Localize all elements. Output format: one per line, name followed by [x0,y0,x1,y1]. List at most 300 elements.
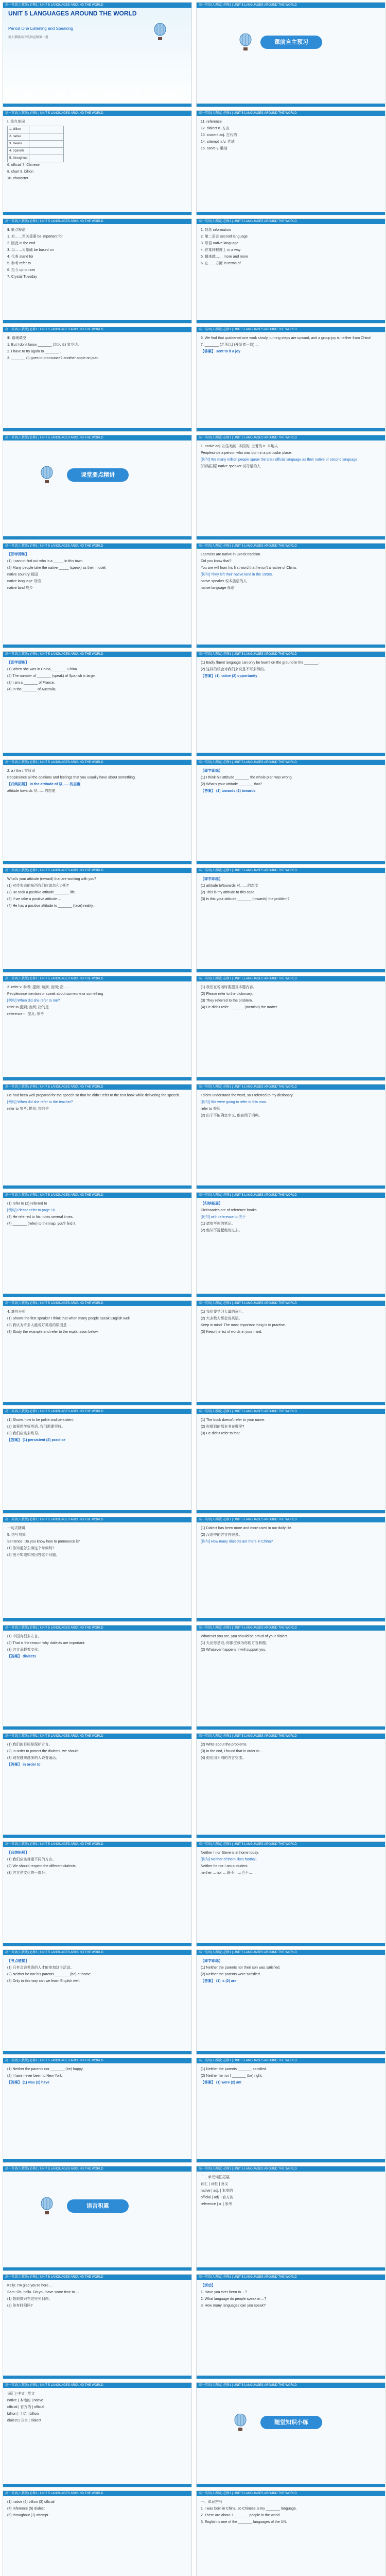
slide-line: (3) Is this your attitude _______ (towards) the problem? [201,897,290,901]
slide-line: 【答案】 (1) is (2) are [201,1979,237,1983]
slide-line: (1) The book doesn't refer to your name. [201,1418,265,1422]
slide-line: native | 本地的 | native [7,2399,43,2402]
slide-footer [3,2159,191,2162]
slide-line: 7. Crystal Tuesday [7,275,37,279]
slide-body [201,768,381,859]
slide-body [7,119,187,210]
slide-line: 1. native adj. 出生地的; 本国的; 土著的 n. 本地人 [201,445,278,448]
slide-line: (1) refer to (2) referred to [7,1202,47,1206]
slide-line: What's your attitude (reward) that are working with you? [7,877,96,881]
slide-line: (1) Shows the first speaker I think that when many people speak English well ... [7,1317,134,1320]
slide-line: 【答案】(1) native (2) opportunity [201,674,258,678]
slide-header: 高一英语(人教版) 必修1 | UNIT 5 LANGUAGES AROUND THE WORLD [3,327,191,332]
slide-line: (2) 这样的机会对我们来说是不可多得的。 [201,668,268,671]
slide-header: 高一英语(人教版) 必修1 | UNIT 5 LANGUAGES AROUND THE WORLD [3,111,191,116]
slide-line: 11. reference [201,120,222,124]
slide-line: 【归纳拓展】 in the attitude of 以……的态度 [7,783,81,786]
slide-18[interactable] [196,868,385,973]
slide-footer [3,2376,191,2379]
slide-7[interactable] [3,327,192,432]
slide-footer [197,1402,385,1405]
slide-line: 【即学即练】 [201,877,222,881]
cover-note: 新人教版高中英语必修第一册 [8,36,49,39]
slide-line: (2) We should respect the different dialects. [7,1865,77,1868]
slide-line: (2) 你提到的那本书在哪里? [201,1425,244,1429]
slide-header: 高一英语(人教版) 必修1 | UNIT 5 LANGUAGES AROUND THE WORLD [197,327,385,332]
slide-line: 2. What language do people speak in ...? [201,2297,267,2301]
slide-line: native land 故乡 [7,586,33,590]
slide-line: (1) Neither the parents _______ satisfied. [201,2067,267,2071]
slide-line: 8. chart 9. billion [7,170,33,174]
slide-footer [197,645,385,648]
slide-28[interactable] [196,1409,385,1514]
slide-line: [归纳拓展] native speaker 说母语的人 [201,465,261,468]
slide-line: (1) Shows how to be polite and persistent. [7,1418,75,1422]
slide-31[interactable] [3,1625,192,1730]
slide-12[interactable] [196,543,385,648]
slide-34[interactable] [196,1733,385,1838]
slide-line: 3. 母语 native language [201,242,239,245]
slide-23[interactable] [3,1192,192,1297]
table-cell-blank [29,126,64,133]
slide-line: Keep in mind: The most important thing is to practise. [201,1324,286,1327]
slide-32[interactable] [196,1625,385,1730]
slide-body [7,1417,187,1508]
slide-17[interactable] [3,868,192,973]
slide-46[interactable] [196,2382,385,2487]
slide-body [201,1634,381,1724]
slide-header: 高一英语(人教版) 必修1 | UNIT 5 LANGUAGES AROUND THE WORLD [197,976,385,981]
slide-footer [197,2376,385,2379]
slide-line: (1) attitude to/towards 对……的态度 [201,884,258,888]
slide-header: 高一英语(人教版) 必修1 | UNIT 5 LANGUAGES AROUND THE WORLD [3,2275,191,2280]
slide-body [201,2175,381,2265]
slide-line: native | adj. | 本地的 [201,2189,233,2193]
slide-line: refer to 查阅 [201,1107,221,1111]
slide-footer [197,1077,385,1080]
slide-header: 高一英语(人教版) 必修1 | UNIT 5 LANGUAGES AROUND THE WORLD [3,2166,191,2172]
slide-footer [197,212,385,215]
slide-line: 1. 信息 information [201,228,231,232]
slide-body [201,1742,381,1833]
slide-line: (1) I think his attitude _______ the whole plan was wrong. [201,776,293,779]
slide-line: (3) 方言承载着文化。 [7,1648,42,1652]
slide-44[interactable] [196,2274,385,2379]
slide-line: 【答案】 in order to [7,1763,41,1767]
slide-27[interactable] [3,1409,192,1514]
slide-header: 高一英语(人教版) 必修1 | UNIT 5 LANGUAGES AROUND THE WORLD [3,3,191,8]
slide-footer [3,1618,191,1621]
slide-41[interactable] [3,2166,192,2271]
slide-line: 4. 在某种程度上 in a way [201,248,241,252]
cover-title: UNIT 5 LANGUAGES AROUND THE WORLD [8,10,137,17]
slide-line: (3) Keep the list of words in your mind. [201,1330,262,1334]
slide-line: 3. _______ (I) goes to pronounce? another apple on plan. [7,357,100,360]
slide-10[interactable] [196,435,385,540]
slide-line: (3) Only in this way can we learn English well. [7,1979,81,1983]
slide-line: 1. 对……至关重要 be important for [7,235,63,239]
slide-line: 3. 以……为基础 be based on [7,248,54,252]
slide-header: 高一英语(人教版) 必修1 | UNIT 5 LANGUAGES AROUND THE WORLD [197,2491,385,2496]
slide-footer [3,1726,191,1730]
slide-footer [197,1185,385,1189]
slide-body [7,876,187,967]
slide-body [7,2066,187,2157]
slide-header: 高一英语(人教版) 必修1 | UNIT 5 LANGUAGES AROUND THE WORLD [3,435,191,440]
slide-body [7,1093,187,1183]
slide-body [7,335,187,426]
slide-line: (2) He took a positive attitude _______ life. [7,891,76,894]
slide-header: 高一英语(人教版) 必修1 | UNIT 5 LANGUAGES AROUND THE WORLD [3,1301,191,1306]
slide-header: 高一英语(人教版) 必修1 | UNIT 5 LANGUAGES AROUND THE WORLD [3,1842,191,1847]
slide-body [7,2499,187,2576]
slide-footer [3,1185,191,1189]
slide-line: 【即学即练】 [7,661,29,665]
slide-body [201,1850,381,1941]
slide-line: Did you know that? [201,560,232,563]
slide-footer [197,536,385,539]
slide-line: Ⅰ. 重点单词 [7,120,25,124]
slide-line: (2) Write about the problems. [201,1743,248,1747]
slide-line: reference | n. | 参考 [201,2202,232,2206]
slide-line: 一、单词拼写 [201,2500,222,2504]
slide-footer [3,2051,191,2054]
slide-line: [例句] with reference to 关于 [201,1215,246,1219]
slide-line: (2) This is my attitude to this case. [201,891,256,894]
slide-line: (2) Neither he nor I _______ (be) right. [201,2074,262,2078]
slide-line: (3) They referred to the problem. [201,999,253,1003]
slide-body [201,119,381,210]
slide-line: 5. 参考 refer to [7,262,31,265]
slide-header: 高一英语(人教版) 必修1 | UNIT 5 LANGUAGES AROUND THE WORLD [3,868,191,873]
slide-footer [3,1402,191,1405]
slide-line: (1) 我们要学习大量的词汇。 [201,1310,246,1314]
slide-footer [197,1726,385,1730]
slide-8[interactable] [196,327,385,432]
slide-line: 2. 第二语言 second language [201,235,248,239]
slide-line: dialect | 方言 | dialect [7,2419,41,2422]
slide-24[interactable] [196,1192,385,1297]
slide-footer [3,1835,191,1838]
slide-header: 高一英语(人教版) 必修1 | UNIT 5 LANGUAGES AROUND THE WORLD [197,1301,385,1306]
slide-39[interactable] [3,2058,192,2163]
slide-body [201,1417,381,1508]
section-banner: 语言积累 [67,2199,129,2213]
slide-line: [例句] We were going to refer to this man. [201,1100,267,1104]
slide-line: (1) native (2) billion (3) official [7,2500,55,2504]
slide-line: 【答案】 (1) were (2) am [201,2081,241,2084]
balloon-icon [152,23,168,41]
slide-header: 高一英语(人教版) 必修1 | UNIT 5 LANGUAGES AROUND THE WORLD [197,219,385,224]
slide-45[interactable] [3,2382,192,2487]
slide-line: native language 母语 [201,586,235,590]
slide-line: (4) reference (5) dialect [7,2507,45,2511]
slide-body [201,1309,381,1400]
slide-30[interactable] [196,1517,385,1622]
slide-line: native speaker 说本族语的人 [201,580,247,583]
table-cell: 2. native [8,133,29,141]
slide-body [7,1634,187,1724]
slide-line: native language 母语 [7,580,41,583]
slide-line: (2) Neither the parents were satisfied ... [201,1973,264,1976]
slide-line: 【即学即练】 [201,769,222,773]
slide-43[interactable] [3,2274,192,2379]
slide-14[interactable] [196,651,385,756]
slide-line: 3. How many languages can you speak? [201,2304,266,2308]
slide-body [201,660,381,751]
slide-line: [例句] Neither of them likes football. [201,1858,258,1861]
slide-footer [197,104,385,107]
slide-body [7,660,187,751]
table-cell-blank [29,141,64,148]
slide-line: 【归纳拓展】 [7,1851,29,1855]
slide-35[interactable] [3,1841,192,1946]
slide-footer [197,1835,385,1838]
slide-header: 高一英语(人教版) 必修1 | UNIT 5 LANGUAGES AROUND THE WORLD [197,868,385,873]
slide-header: 高一英语(人教版) 必修1 | UNIT 5 LANGUAGES AROUND THE WORLD [197,2166,385,2172]
slide-4[interactable] [196,110,385,215]
slide-line: 12. dialect n. 方言 [201,127,230,130]
slide-line: (3) He didn't refer to that. [201,1432,241,1435]
slide-line: (1) Dialect has been more and more used in our daily life. [201,1527,292,1530]
slide-line: (1) Neither the parents nor _______ (be) happy. [7,2067,84,2071]
slide-16[interactable] [196,759,385,865]
slide-line: 二、单元词汇拓展 [201,2176,230,2179]
slide-line: (1) Badly fluent language can only be learnt on the ground in the _______ . [201,661,321,665]
slide-footer [197,1618,385,1621]
slide-line: (3) 现在越来越多的人说普通话。 [7,1756,60,1760]
slide-body [7,227,187,318]
slide-footer [3,1077,191,1080]
slide-line: (2) 如果想学好英语, 我们需要坚持。 [7,1425,65,1429]
slide-line: (2) 汉语中的方言有很多。 [201,1533,242,1537]
slide-line: (1) 无论你是谁, 你都应该为你的方言骄傲。 [201,1641,270,1645]
slide-line: (2) The number of _______ (speak) of Spanish is large. [7,674,96,678]
slide-header: 高一英语(人教版) 必修1 | UNIT 5 LANGUAGES AROUND THE WORLD [3,1950,191,1955]
slide-line: (3) I am a _______ of France. [7,681,55,685]
slide-line: (2) 他不知道如何回答这个问题。 [7,1553,60,1557]
slide-line: He had been well prepared for the speech so that he didn't refer to the text book while delivering the speech. [7,1094,180,1097]
slide-line: (4) 他们用不同的方言交流。 [201,1756,246,1760]
slide-line: refer to 参考; 提到; 指的是 [7,1107,49,1111]
slide-line: [例句] When did she refer to me? [7,999,60,1003]
slide-header: 高一英语(人教版) 必修1 | UNIT 5 LANGUAGES AROUND THE WORLD [197,2275,385,2280]
slide-5[interactable] [3,218,192,324]
slide-line: Peoplesince all the opinions and feelings that you usually have about something. [7,776,136,779]
slide-line: 5. 越来越…… more and more [201,255,249,259]
slide-line: 2. 因此 in the end [7,242,36,245]
slide-body [201,2066,381,2157]
slide-line: 【活动】 [201,2284,215,2287]
slide-line: Sam: Oh, hello. Do you have some time to ... [7,2291,79,2294]
slide-21[interactable] [3,1084,192,1189]
table-cell-blank [29,148,64,155]
slide-15[interactable] [3,759,192,865]
slide-40[interactable] [196,2058,385,2163]
table-cell: 4. Spanish [8,148,29,155]
slide-body [201,876,381,967]
table-cell: 5. throughout [8,155,29,162]
slide-footer [197,428,385,431]
slide-header: 高一英语(人教版) 必修1 | UNIT 5 LANGUAGES AROUND THE WORLD [3,544,191,549]
slide-line: Whatever you are, you should be proud of your dialect. [201,1635,289,1638]
slide-header: 高一英语(人教版) 必修1 | UNIT 5 LANGUAGES AROUND THE WORLD [197,1517,385,1522]
slide-footer [3,1943,191,1946]
slide-body [201,1526,381,1616]
slide-footer [197,1294,385,1297]
slide-header: 高一英语(人教版) 必修1 | UNIT 5 LANGUAGES AROUND THE WORLD [3,1084,191,1090]
slide-38[interactable] [196,1950,385,2055]
slide-line: (1) 我很高兴在这里见到你。 [7,2297,52,2301]
slide-line: 4. 难句分析 [7,1310,26,1314]
slide-header: 高一英语(人教版) 必修1 | UNIT 5 LANGUAGES AROUND THE WORLD [197,2058,385,2063]
slide-body [201,552,381,642]
slide-footer [3,212,191,215]
slide-footer [197,2159,385,2162]
slide-line: (2) Many people take the native _____ (speak) as their model. [7,566,107,570]
slide-25[interactable] [3,1300,192,1405]
slide-line: (2) What's your attitude _______ that? [201,783,262,786]
slide-line: 【归纳拓展】 [201,1202,222,1206]
slide-line: (2) 由于不能确定字义, 他查阅了词典。 [201,1114,262,1117]
slide-line: 6. 在……方面 in terms of [201,262,241,265]
slide-3[interactable] [3,110,192,215]
slide-line: Peoplesince mention or speak about someone or something [7,992,103,996]
slide-line: refer to 提到; 查阅; 指的是 [7,1006,49,1009]
slide-29[interactable] [3,1517,192,1622]
slide-footer [197,2267,385,2270]
slide-line: Neither I nor Steve is at home today. [201,1851,259,1855]
slide-footer [197,969,385,972]
table-cell: 1. billion [8,126,29,133]
slide-line: 3. English is one of the _______ languages of the UN. [201,2520,287,2524]
slide-header: 高一英语(人教版) 必修1 | UNIT 5 LANGUAGES AROUND THE WORLD [3,1409,191,1414]
slide-line: (2) 他从不提起他的过去。 [201,1229,242,1232]
slide-line: 3. refer v. 参考; 提到; 谈到; 查阅; 指…… [7,986,71,989]
slide-body [201,227,381,318]
slide-line: (2) 你有时间吗? [7,2304,33,2308]
slide-48[interactable] [196,2490,385,2576]
slide-line: Ⅲ. 语境填空 [7,336,26,340]
balloon-icon [233,2414,248,2431]
slide-body [201,2283,381,2374]
slide-body [7,2391,187,2482]
slide-line: (3) Study the example and refer to the explanation below. [7,1330,99,1334]
slide-line: 【答案】 (1) towards (2) towards [201,789,256,793]
slide-line: 13. ancient adj. 古代的 [201,133,237,137]
slide-line: 6. 至今 up to now [7,268,36,272]
slide-body [201,1093,381,1183]
slide-header: 高一英语(人教版) 必修1 | UNIT 5 LANGUAGES AROUND THE WORLD [3,652,191,657]
slide-line: reference n. 提及; 参考 [7,1012,44,1016]
slide-47[interactable] [3,2490,192,2576]
slide-line: (4) He has a positive attitude to _______ (face) reality. [7,904,94,908]
slide-header: 高一英语(人教版) 必修1 | UNIT 5 LANGUAGES AROUND THE WORLD [197,652,385,657]
slide-header: 高一英语(人教版) 必修1 | UNIT 5 LANGUAGES AROUND THE WORLD [197,435,385,440]
section-banner: 课堂要点精讲 [67,468,129,482]
slide-line: 一句式精讲 [7,1527,25,1530]
slide-header: 高一英语(人教版) 必修1 | UNIT 5 LANGUAGES AROUND THE WORLD [197,760,385,765]
slide-line: Sentence: Do you know how to pronounce it? [7,1540,80,1544]
slide-footer [3,969,191,972]
slide-line: (2) 我认为许多人能说好英语的原因是 ... [7,1324,71,1327]
slide-line: 4. 代表 stand for [7,255,33,259]
slide-body [7,1201,187,1292]
slide-line: I didn't understand the word, so I referred to my dictionary. [201,1094,294,1097]
slide-1[interactable] [3,2,192,107]
slide-line: 1. Have you ever been to ...? [201,2291,247,2294]
slide-header: 高一英语(人教版) 必修1 | UNIT 5 LANGUAGES AROUND THE WORLD [3,1517,191,1522]
slide-line: official | 官方的 | official [7,2405,44,2409]
slide-line: (2) That is the reason why dialects are important. [7,1641,85,1645]
slide-line: 14. attempt n./v. 尝试 [201,140,235,144]
slide-line: (2) Neither he nor his parents _______ (be) at home. [7,1973,92,1976]
slide-line: [例句] They left their native land in the 1950s. [201,573,273,577]
slide-line: 【考点链接】 [7,1959,29,1963]
slide-36[interactable] [196,1841,385,1946]
slide-11[interactable] [3,543,192,648]
slide-header: 高一英语(人教版) 必修1 | UNIT 5 LANGUAGES AROUND THE WORLD [197,1950,385,1955]
slide-line: (2) In order to protect the dialects, we should ... [7,1750,83,1753]
slide-line: (4) He didn't refer _______ (mention) the matter. [201,1006,278,1009]
slide-body [7,1526,187,1616]
slide-line: 1. But I don't know _______ (怎么说) 家乡话. [7,343,79,347]
slide-6[interactable] [196,218,385,324]
slide-22[interactable] [196,1084,385,1189]
slide-2[interactable] [196,2,385,107]
slide-footer [197,2484,385,2487]
slide-header: 高一英语(人教版) 必修1 | UNIT 5 LANGUAGES AROUND THE WORLD [197,1193,385,1198]
section-banner: 随堂知识小练 [260,2416,322,2429]
slide-footer [3,428,191,431]
slide-line: 2. I have to try again to _______ . [7,350,61,353]
slide-line: billion | 十亿 | billion [7,2412,39,2416]
slide-19[interactable] [3,976,192,1081]
slide-line: (1) Neither the parents nor their son was satisfied. [201,1966,280,1970]
slide-line: 【即学即练】 [7,553,29,556]
slide-37[interactable] [3,1950,192,2055]
slide-line: (1) When she was in China, _______ China. [7,668,78,671]
slide-line: (1) 我们在说话时要提及本题内容。 [201,986,257,989]
slide-line: attitude towards 对……的态度 [7,789,56,793]
slide-9[interactable] [3,435,192,540]
slide-line: (3) 我们应该多练习。 [7,1432,42,1435]
slide-header: 高一英语(人教版) 必修1 | UNIT 5 LANGUAGES AROUND THE WORLD [3,2058,191,2063]
slide-line: Peoplesince a person who was born in a particular place. [201,451,292,455]
slide-header: 高一英语(人教版) 必修1 | UNIT 5 LANGUAGES AROUND THE WORLD [197,544,385,549]
slide-header: 高一英语(人教版) 必修1 | UNIT 5 LANGUAGES AROUND THE WORLD [3,1734,191,1739]
slide-body [7,552,187,642]
slide-line: 词汇 | 中文 | 英文 [7,2392,35,2396]
slide-26[interactable] [196,1300,385,1405]
slide-42[interactable] [196,2166,385,2271]
slide-line: (1) 我们的目标是保护方言。 [7,1743,52,1747]
slide-header: 高一英语(人教版) 必修1 | UNIT 5 LANGUAGES AROUND THE WORLD [3,2491,191,2496]
slide-header: 高一英语(人教版) 必修1 | UNIT 5 LANGUAGES AROUND THE WORLD [197,1084,385,1090]
balloon-icon [39,2197,55,2215]
slide-line: 1. I was born in China, so Chinese is my _______ language. [201,2507,297,2511]
slide-13[interactable] [3,651,192,756]
slide-header: 高一英语(人教版) 必修1 | UNIT 5 LANGUAGES AROUND THE WORLD [197,2383,385,2388]
slide-footer [3,2267,191,2270]
slide-line: 【答案】 (1) was (2) have [7,2081,50,2084]
slide-20[interactable] [196,976,385,1081]
slide-line: 15. carve v. 雕刻 [201,147,227,150]
slide-line: [例句] How many dialects are there in China? [201,1540,273,1544]
slide-33[interactable] [3,1733,192,1838]
slide-footer [197,1510,385,1513]
slide-line: 6. official 7. Chinese [7,163,40,167]
